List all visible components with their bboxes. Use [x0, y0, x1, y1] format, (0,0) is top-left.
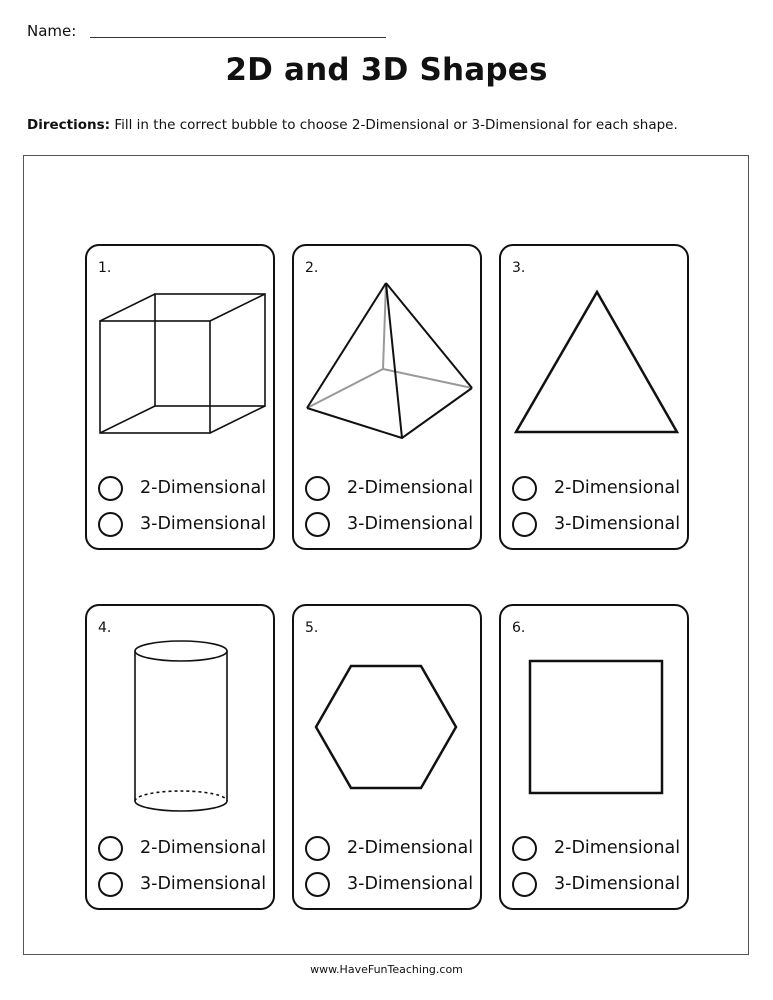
option-2d[interactable]: [305, 833, 473, 863]
answer-bubble[interactable]: [305, 872, 330, 897]
answer-bubble[interactable]: [98, 836, 123, 861]
option-3d[interactable]: [305, 509, 473, 539]
option-label: 3-Dimensional: [140, 874, 267, 894]
directions-text: Fill in the correct bubble to choose 2-Dimensional or 3-Dimensional for each shape.: [114, 117, 678, 133]
option-label: 2-Dimensional: [554, 478, 681, 498]
answer-bubble[interactable]: [305, 512, 330, 537]
option-label: 2-Dimensional: [347, 838, 474, 858]
answer-bubble[interactable]: [98, 872, 123, 897]
option-label: 3-Dimensional: [347, 874, 474, 894]
answer-bubble[interactable]: [305, 836, 330, 861]
option-3d[interactable]: [98, 509, 266, 539]
shape-card-3: [499, 244, 689, 550]
directions-label: Directions:: [27, 117, 111, 133]
footer-website[interactable]: www.HaveFunTeaching.com: [310, 963, 463, 976]
option-label: 2-Dimensional: [347, 478, 474, 498]
option-2d[interactable]: [512, 473, 680, 503]
answer-bubble[interactable]: [512, 476, 537, 501]
card-number: 6.: [512, 620, 526, 636]
option-label: 2-Dimensional: [140, 838, 267, 858]
option-label: 3-Dimensional: [554, 874, 681, 894]
card-number: 4.: [98, 620, 112, 636]
name-label: Name:: [27, 22, 77, 40]
answer-bubble[interactable]: [512, 836, 537, 861]
answer-bubble[interactable]: [512, 872, 537, 897]
shape-card-2: [292, 244, 482, 550]
option-3d[interactable]: [305, 869, 473, 899]
option-label: 3-Dimensional: [554, 514, 681, 534]
answer-bubble[interactable]: [98, 476, 123, 501]
option-3d[interactable]: [98, 869, 266, 899]
answer-bubble[interactable]: [98, 512, 123, 537]
answer-bubble[interactable]: [512, 512, 537, 537]
card-number: 1.: [98, 260, 112, 276]
option-3d[interactable]: [512, 509, 680, 539]
option-label: 3-Dimensional: [347, 514, 474, 534]
option-2d[interactable]: [98, 473, 266, 503]
card-number: 3.: [512, 260, 526, 276]
option-label: 3-Dimensional: [140, 514, 267, 534]
directions: [27, 117, 678, 133]
option-2d[interactable]: [512, 833, 680, 863]
card-number: 5.: [305, 620, 319, 636]
card-number: 2.: [305, 260, 319, 276]
shape-card-1: [85, 244, 275, 550]
option-3d[interactable]: [512, 869, 680, 899]
option-2d[interactable]: [305, 473, 473, 503]
answer-bubble[interactable]: [305, 476, 330, 501]
shape-card-4: [85, 604, 275, 910]
shape-card-5: [292, 604, 482, 910]
shape-card-6: [499, 604, 689, 910]
option-label: 2-Dimensional: [140, 478, 267, 498]
option-label: 2-Dimensional: [554, 838, 681, 858]
name-input-line[interactable]: [90, 37, 386, 38]
option-2d[interactable]: [98, 833, 266, 863]
page-title: 2D and 3D Shapes: [225, 52, 548, 88]
